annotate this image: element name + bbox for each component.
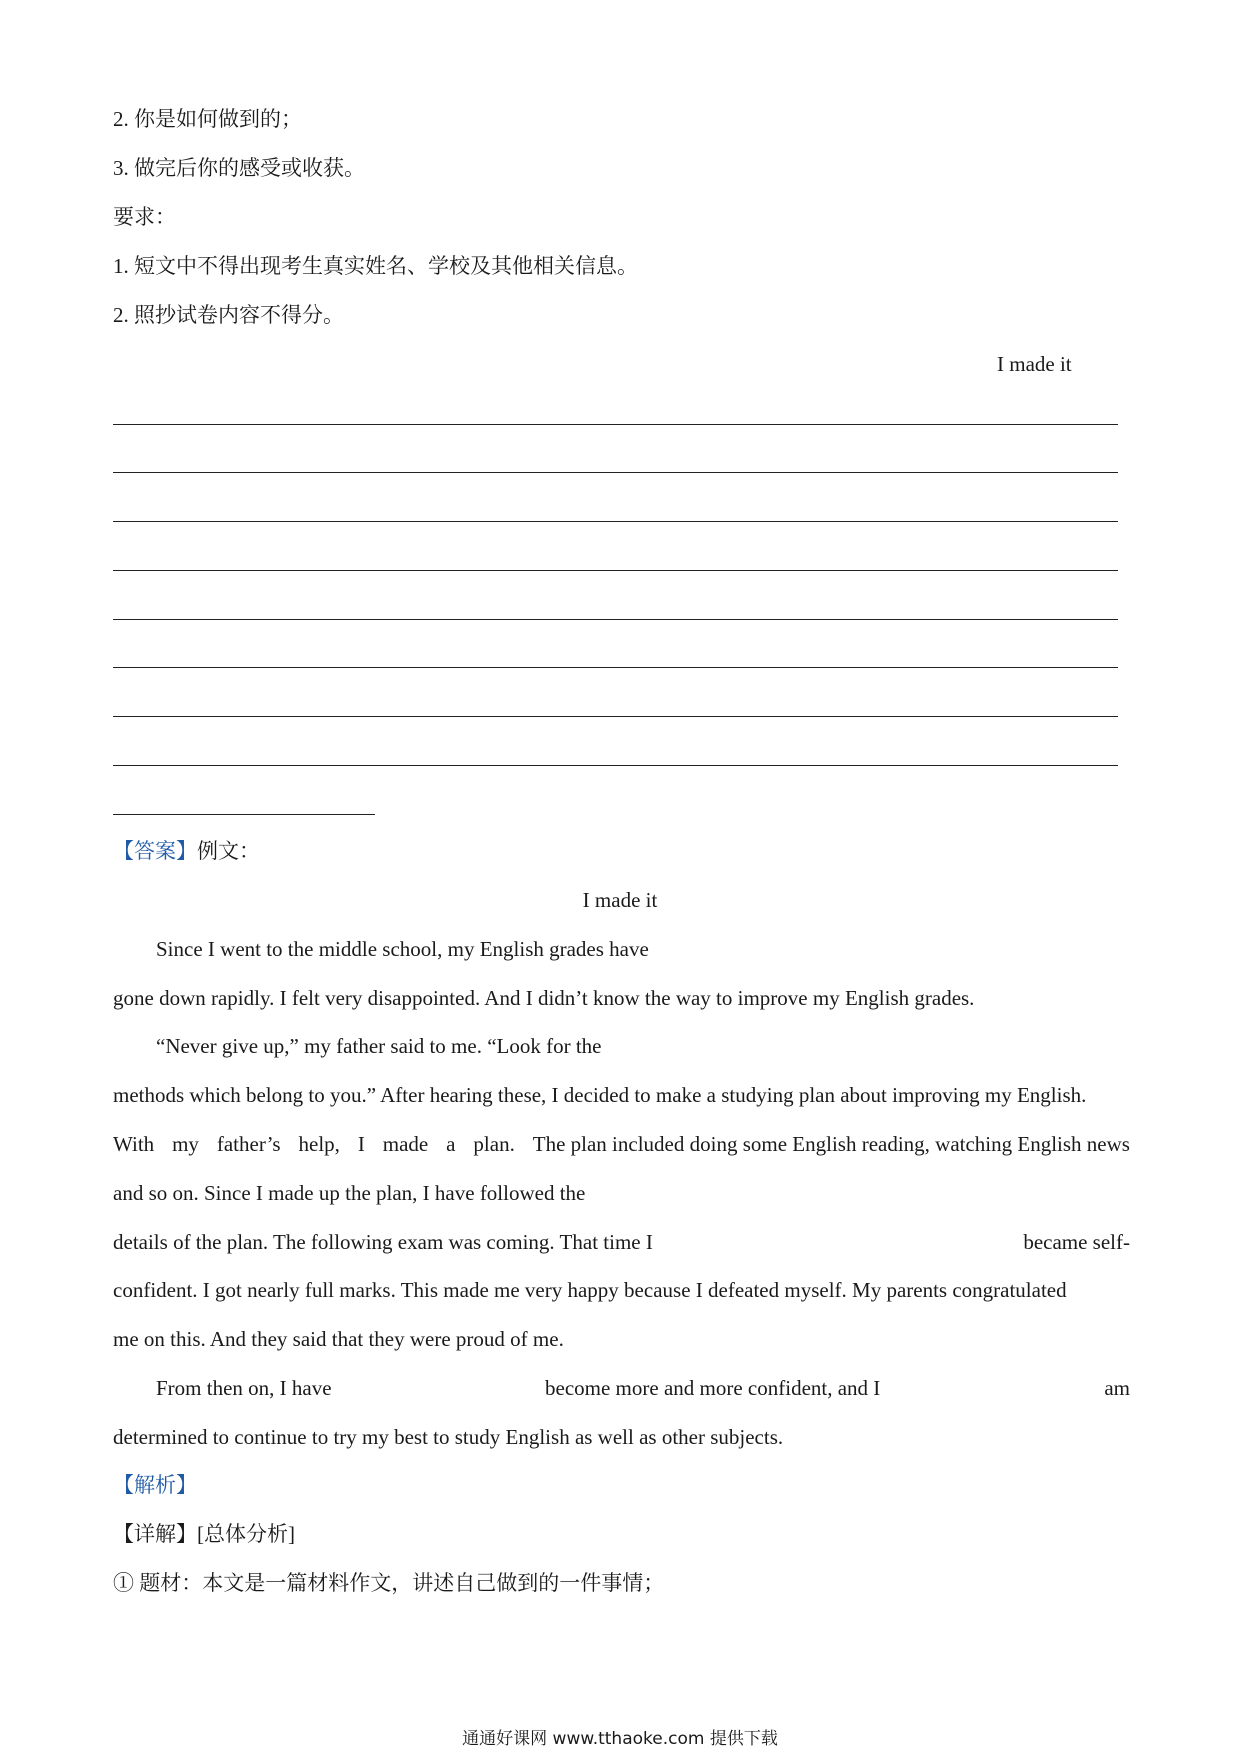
essay-p3-line1 bbox=[156, 1373, 1130, 1403]
essay-p1-line2: gone down rapidly. I felt very disappointed. And I didn’t know the way to improve my English grades. bbox=[113, 986, 975, 1010]
word: made bbox=[382, 1132, 429, 1156]
essay-text: details of the plan. The following exam was coming. That time I bbox=[113, 1230, 653, 1254]
answer-label: 【答案】 bbox=[113, 839, 197, 863]
answer-line bbox=[113, 424, 1118, 425]
requirement-point-3: 3. 做完后你的感受或收获。 bbox=[113, 156, 365, 180]
word: plan. bbox=[473, 1132, 515, 1156]
essay-p2-line1: “Never give up,” my father said to me. “Look for the bbox=[156, 1034, 602, 1058]
answer-line bbox=[113, 472, 1118, 473]
essay-text: am bbox=[1104, 1376, 1130, 1400]
essay-title: I made it bbox=[582, 888, 658, 912]
word: I bbox=[357, 1132, 365, 1156]
requirement-1: 1. 短文中不得出现考生真实姓名、学校及其他相关信息。 bbox=[113, 254, 638, 278]
essay-p2-line3 bbox=[113, 1129, 1130, 1159]
word: The plan included doing some English reading, watching English news bbox=[532, 1132, 1130, 1156]
essay-text: From then on, I have bbox=[156, 1376, 332, 1400]
footer-credit: 通通好课网 www.tthaoke.com 提供下载 bbox=[462, 1729, 778, 1749]
essay-text: became self- bbox=[1023, 1230, 1130, 1254]
essay-text: become more and more confident, and I bbox=[545, 1376, 881, 1400]
detail-label: 【详解】 bbox=[113, 1522, 197, 1546]
requirement-point-2: 2. 你是如何做到的； bbox=[113, 107, 302, 131]
answer-line bbox=[113, 521, 1118, 522]
essay-p2-line5 bbox=[113, 1227, 1130, 1257]
answer-line bbox=[113, 667, 1118, 668]
word: a bbox=[446, 1132, 456, 1156]
answer-prefix: 例文： bbox=[197, 839, 260, 863]
essay-p2-line4: and so on. Since I made up the plan, I have followed the bbox=[113, 1181, 586, 1205]
detail-title: [总体分析] bbox=[197, 1522, 295, 1546]
answer-line-short bbox=[113, 814, 375, 815]
word: help, bbox=[298, 1132, 340, 1156]
essay-p1-line1: Since I went to the middle school, my English grades have bbox=[156, 937, 649, 961]
essay-p2-line7: me on this. And they said that they were proud of me. bbox=[113, 1327, 564, 1351]
requirements-heading: 要求： bbox=[113, 205, 176, 229]
writing-title: I made it bbox=[997, 352, 1072, 376]
essay-p2-line2: methods which belong to you.” After hearing these, I decided to make a studying plan about improving my English. bbox=[113, 1083, 1087, 1107]
answer-line bbox=[113, 619, 1118, 620]
detail-heading bbox=[113, 1519, 295, 1549]
analysis-label: 【解析】 bbox=[113, 1473, 197, 1497]
requirement-2: 2. 照抄试卷内容不得分。 bbox=[113, 303, 344, 327]
word: father’s bbox=[216, 1132, 281, 1156]
essay-p3-line2: determined to continue to try my best to study English as well as other subjects. bbox=[113, 1425, 784, 1449]
essay-p2-line6: confident. I got nearly full marks. This made me very happy because I defeated myself. My parents congratulated bbox=[113, 1278, 1067, 1302]
word: With bbox=[113, 1132, 155, 1156]
answer-line bbox=[113, 716, 1118, 717]
answer-heading bbox=[113, 836, 260, 866]
analysis-item-1: ① 题材：本文是一篇材料作文，讲述自己做到的一件事情； bbox=[113, 1571, 665, 1595]
answer-line bbox=[113, 570, 1118, 571]
word: my bbox=[172, 1132, 199, 1156]
answer-line bbox=[113, 765, 1118, 766]
